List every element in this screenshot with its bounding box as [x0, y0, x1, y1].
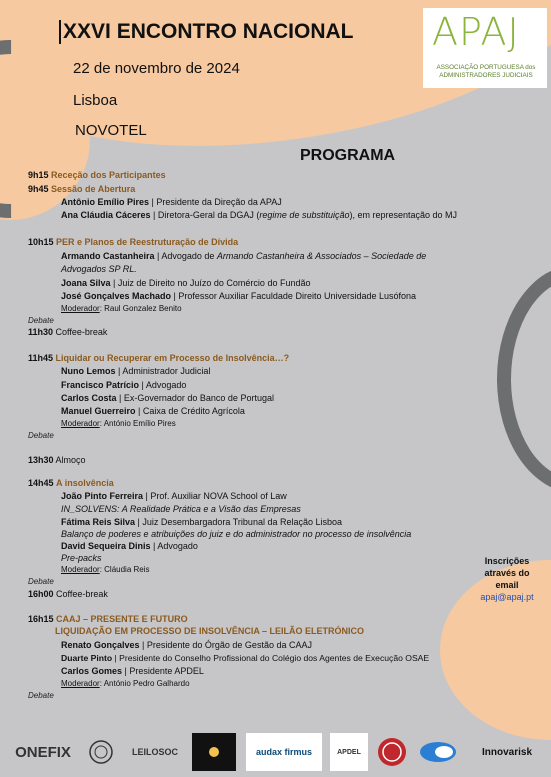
- registration-line: email: [495, 580, 519, 590]
- program-heading: PROGRAMA: [300, 147, 396, 164]
- moderator: Moderador: António Pedro Galhardo: [61, 679, 190, 688]
- lunch: 13h30 Almoço: [28, 455, 86, 465]
- apaj-logo-subtitle: ASSOCIAÇÃO PORTUGUESA dos ADMINISTRADORES JUDICIAIS: [436, 64, 536, 79]
- sponsor-bar: [0, 733, 551, 773]
- sponsor-ea-logo: [374, 733, 410, 771]
- moderator: Moderador: Raul Gonzalez Benito: [61, 304, 182, 313]
- session-opening: 9h45 Sessão de Abertura: [28, 184, 136, 194]
- registration-line: Inscrições: [484, 556, 530, 566]
- speaker: Carlos Costa | Ex-Governador do Banco de Portugal: [61, 393, 274, 403]
- debate-label: Debate: [28, 577, 54, 586]
- sponsor-blue-logo: [416, 733, 460, 771]
- sponsor-audax-logo: audax firmus: [246, 733, 322, 771]
- registration-email[interactable]: apaj@apaj.pt: [480, 592, 534, 602]
- registration-line: através do: [484, 568, 530, 578]
- speaker: Armando Castanheira | Advogado de Armando Castanheira & Associados – Sociedade de: [61, 251, 427, 261]
- sponsor-dark-logo: [192, 733, 236, 771]
- registration-info: [462, 555, 551, 603]
- speaker: David Sequeira Dinis | Advogado: [61, 541, 198, 551]
- session-caaj-subtitle: LIQUIDAÇÃO EM PROCESSO DE INSOLVÊNCIA – LEILÃO ELETRÓNICO: [55, 626, 365, 636]
- event-city: Lisboa: [73, 92, 118, 109]
- talk-title: Balanço de poderes e atribuições do juiz e do administrador no processo de insolvência: [61, 529, 412, 539]
- speaker: Duarte Pinto | Presidente do Conselho Profissional do Colégio dos Agentes de Execução OSAE: [61, 653, 430, 663]
- moderator: Moderador: António Emílio Pires: [61, 419, 176, 428]
- debate-label: Debate: [28, 691, 54, 700]
- speaker: Carlos Gomes | Presidente APDEL: [61, 666, 204, 676]
- sponsor-innovarisk-logo: Innovarisk: [481, 746, 533, 758]
- speaker: Nuno Lemos | Administrador Judicial: [61, 366, 211, 376]
- session-liquidar: 11h45 Liquidar ou Recuperar em Processo de Insolvência…?: [28, 353, 290, 363]
- speaker-affiliation: Advogados SP RL.: [61, 264, 137, 274]
- speaker: Manuel Guerreiro | Caixa de Crédito Agrícola: [61, 406, 245, 416]
- apaj-logo-mark: APAJ: [432, 10, 520, 54]
- event-venue: NOVOTEL: [75, 122, 147, 139]
- session-insolvencia: 14h45 A insolvência: [28, 478, 114, 488]
- debate-label: Debate: [28, 431, 54, 440]
- speaker: João Pinto Ferreira | Prof. Auxiliar NOVA School of Law: [61, 491, 287, 501]
- talk-title: IN_SOLVENS: A Realidade Prática e a Visão das Empresas: [61, 504, 301, 514]
- session-per: 10h15 PER e Planos de Reestruturação de Dívida: [28, 237, 239, 247]
- speaker: Antônio Emílio Pires | Presidente da Direção da APAJ: [61, 197, 282, 207]
- speaker: Joana Silva | Juiz de Direito no Juízo do Comércio do Fundão: [61, 278, 311, 288]
- speaker: Francisco Patrício | Advogado: [61, 380, 187, 390]
- sponsor-seal-logo: [86, 733, 116, 771]
- coffee-break: 16h00 Coffee-break: [28, 589, 108, 599]
- speaker: Fátima Reis Silva | Juiz Desembargadora Tribunal da Relação Lisboa: [61, 517, 343, 527]
- debate-label: Debate: [28, 316, 54, 325]
- sponsor-apdel-logo: APDEL: [330, 733, 368, 771]
- moderator: Moderador: Cláudia Reis: [61, 565, 150, 574]
- talk-title: Pre-packs: [61, 553, 102, 563]
- coffee-break: 11h30 Coffee-break: [28, 327, 108, 337]
- speaker: Renato Gonçalves | Presidente do Órgão de Gestão da CAAJ: [61, 640, 312, 650]
- event-date: 22 de novembro de 2024: [73, 60, 240, 77]
- session-reception: 9h15 Receção dos Participantes: [28, 170, 166, 180]
- speaker: José Gonçalves Machado | Professor Auxiliar Faculdade Direito Universidade Lusófona: [61, 291, 417, 301]
- session-caaj: 16h15 CAAJ – PRESENTE E FUTURO: [28, 614, 188, 624]
- page-title: XXVI ENCONTRO NACIONAL: [59, 20, 354, 44]
- speaker: Ana Cláudia Cáceres | Diretora-Geral da DGAJ (regime de substituição), em representação do MJ: [61, 210, 458, 220]
- decor-ring-right: [497, 265, 551, 493]
- sponsor-leilosoc-logo: LEILOSOC: [131, 747, 178, 757]
- sponsor-onefix-logo: ONEFIX: [15, 743, 71, 761]
